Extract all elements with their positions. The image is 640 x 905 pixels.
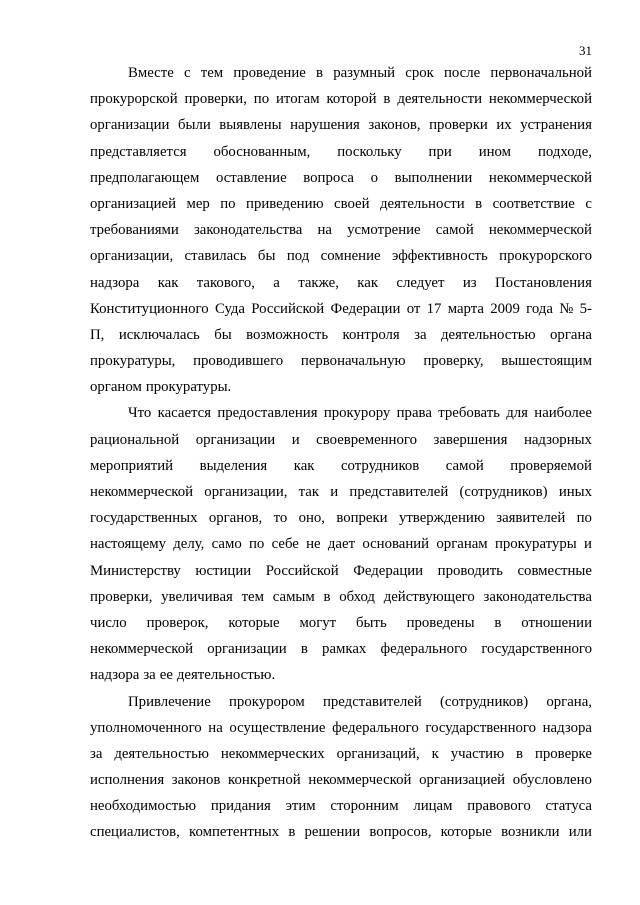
word: придания — [210, 798, 271, 815]
word: некоммерческой — [308, 772, 412, 789]
word: прокурором — [229, 693, 305, 710]
word: мероприятий — [90, 457, 174, 474]
word: исключалась — [118, 326, 200, 343]
word: прокурорской — [90, 91, 178, 108]
word: заявителей — [496, 510, 566, 527]
word: их — [496, 117, 512, 134]
word: обусловлено — [512, 772, 592, 789]
page-number: 31 — [579, 43, 592, 58]
word: были — [177, 117, 211, 134]
word: статуса — [545, 798, 592, 815]
word: возможность — [246, 326, 329, 343]
word: на — [317, 222, 332, 239]
word: деятельности — [397, 91, 483, 108]
word: некоммерческих — [220, 745, 325, 762]
word: контроля — [342, 326, 400, 343]
word: иных — [558, 484, 592, 500]
word: бы — [257, 248, 276, 265]
word: организации — [207, 641, 287, 658]
word: органа — [550, 326, 592, 343]
word: тем — [200, 65, 224, 81]
text-line — [90, 584, 592, 610]
word: организацией — [419, 772, 506, 789]
word: прокуратуры — [494, 536, 577, 553]
word: организации — [90, 117, 170, 134]
word: законодательства — [483, 588, 592, 605]
word: и — [583, 536, 592, 553]
text-line — [90, 479, 592, 505]
word: оставление — [215, 169, 287, 186]
text-line — [90, 689, 592, 715]
word: устранения — [520, 117, 592, 134]
paragraph — [90, 60, 592, 400]
text-line — [90, 270, 592, 296]
word: деятельностью — [441, 326, 536, 343]
text-line — [90, 322, 592, 348]
word: мер — [186, 195, 210, 212]
word: проводить — [437, 562, 503, 579]
text-line — [90, 610, 592, 636]
word: органов, — [208, 510, 263, 527]
text-line — [90, 86, 592, 112]
text-line — [90, 243, 592, 269]
word: действующего — [383, 588, 475, 605]
word: по — [220, 195, 236, 212]
word: вопреки — [336, 510, 388, 527]
word: о — [370, 169, 378, 186]
word: 17 — [426, 300, 442, 317]
word: деятельностью. — [176, 667, 276, 684]
word: проводившего — [193, 353, 284, 370]
word: проведение — [233, 65, 306, 81]
word: предоставления — [217, 405, 318, 422]
word: в — [516, 745, 524, 762]
word: в — [300, 641, 308, 658]
word: вышестоящим — [501, 353, 592, 370]
word: требованиями — [90, 222, 179, 239]
word: надзора — [90, 667, 140, 684]
word: первоначальную — [300, 353, 406, 370]
word: федерального — [332, 719, 419, 736]
word: число — [90, 614, 127, 631]
word: как — [157, 274, 179, 291]
word: за — [90, 745, 103, 762]
word: компетентных — [189, 824, 280, 841]
word: проверки, — [184, 91, 247, 108]
word: первоначальной — [490, 65, 592, 81]
word: при — [428, 143, 452, 160]
word: представителей — [349, 484, 449, 500]
word: Российской — [251, 300, 325, 317]
word: следует — [396, 274, 445, 291]
word: разумный — [333, 65, 396, 81]
word: 2009 — [490, 300, 520, 317]
word: государственных — [90, 510, 198, 527]
word: совместные — [517, 562, 592, 579]
word: так — [298, 484, 320, 500]
word: проверок, — [146, 614, 209, 631]
word: по — [249, 536, 265, 553]
word: как — [357, 274, 379, 291]
word: ставилась — [184, 248, 247, 265]
text-line — [90, 374, 592, 400]
word: участию — [450, 745, 505, 762]
word: которые — [440, 824, 492, 841]
text-line — [90, 793, 592, 819]
word: некоммерческой — [90, 484, 194, 500]
word: законов — [171, 772, 221, 789]
word: сторонним — [330, 798, 399, 815]
text-line — [90, 558, 592, 584]
word: оно, — [298, 510, 325, 527]
word: в — [475, 195, 483, 212]
word: по — [253, 91, 270, 108]
text-line — [90, 741, 592, 767]
word: вопросов, — [369, 824, 432, 841]
word: требовать — [438, 405, 500, 422]
word: деятельностью — [114, 745, 209, 762]
text-line — [90, 427, 592, 453]
word: тем — [241, 588, 264, 605]
word: касается — [157, 405, 212, 422]
word: конкретной — [228, 772, 301, 789]
word: для — [506, 405, 528, 422]
word: законов, — [368, 117, 421, 134]
word: прокуратуры, — [90, 353, 176, 370]
word: проверяемой — [510, 457, 592, 474]
text-line — [90, 296, 592, 322]
word: самой — [435, 222, 474, 239]
word: наиболее — [534, 405, 592, 422]
word: само — [211, 536, 242, 553]
word: некоммерческой — [90, 641, 194, 658]
word: проверки — [429, 117, 488, 134]
word: итогам — [276, 91, 320, 108]
text-line — [90, 217, 592, 243]
word: организации — [195, 431, 276, 448]
text-line — [90, 505, 592, 531]
word: вопроса — [303, 169, 354, 186]
word: года — [526, 300, 553, 317]
word: Федерации — [330, 300, 401, 317]
word: себе — [271, 536, 299, 553]
word: Федерации — [353, 562, 424, 579]
word: деятельности — [379, 195, 465, 212]
word: и — [330, 484, 339, 500]
word: представляется — [90, 143, 187, 160]
word: надзора — [542, 719, 592, 736]
text-line — [90, 191, 592, 217]
text-line — [90, 636, 592, 662]
word: за — [143, 667, 156, 684]
word: выявлены — [219, 117, 282, 134]
word: федерального — [380, 641, 468, 658]
word: уполномоченного — [90, 719, 202, 736]
word: самым — [272, 588, 315, 605]
word: некоммерческой — [488, 91, 592, 108]
word: от — [406, 300, 421, 317]
word: 5- — [579, 300, 592, 317]
word: с — [585, 195, 592, 212]
text-line — [90, 531, 592, 557]
document-body — [90, 60, 592, 846]
word: после — [444, 65, 481, 81]
word: и — [291, 431, 300, 448]
word: рамках — [322, 641, 367, 658]
word: за — [414, 326, 427, 343]
word: представителей — [322, 693, 422, 710]
word: поскольку — [337, 143, 402, 160]
word: сомнение — [320, 248, 381, 265]
word: осуществление — [229, 719, 326, 736]
word: прокурорского — [499, 248, 592, 265]
word: в — [316, 65, 324, 81]
word: организации, — [204, 484, 288, 500]
word: по — [576, 510, 592, 527]
word: Привлечение — [128, 693, 211, 710]
word: органам — [436, 536, 488, 553]
word: отношении — [521, 614, 592, 631]
text-line — [90, 662, 592, 688]
word: настоящему — [90, 536, 166, 553]
word: к — [431, 745, 439, 762]
word: из — [462, 274, 477, 291]
word: решении — [304, 824, 361, 841]
word: организации, — [90, 248, 174, 265]
word: рациональной — [90, 431, 180, 448]
word: прокуратуры. — [145, 379, 232, 396]
word: как — [293, 457, 315, 474]
word: ином — [478, 143, 512, 160]
word: с — [183, 65, 191, 81]
word: возникли — [501, 824, 560, 841]
word: выделения — [199, 457, 268, 474]
word: необходимостью — [90, 798, 197, 815]
word: могут — [299, 614, 337, 631]
word: № — [559, 300, 574, 317]
word: делу, — [173, 536, 205, 553]
word: государственного — [425, 719, 537, 736]
text-line — [90, 819, 592, 845]
paragraph — [90, 400, 592, 688]
word: государственного — [481, 641, 592, 658]
word: оснований — [362, 536, 430, 553]
word: организаций, — [336, 745, 420, 762]
word: утверждению — [398, 510, 485, 527]
word: обход — [339, 588, 375, 605]
word: юстиции — [195, 562, 252, 579]
word: бы — [214, 326, 232, 343]
text-line — [90, 767, 592, 793]
word: надзора — [90, 274, 140, 291]
word: сотрудников — [340, 457, 420, 474]
word: Постановления — [494, 274, 592, 291]
word: усмотрение — [347, 222, 421, 239]
text-line — [90, 400, 592, 426]
word: в — [288, 824, 296, 841]
word: (сотрудников) — [459, 484, 548, 500]
text-line — [90, 60, 592, 86]
text-line — [90, 165, 592, 191]
word: марта — [447, 300, 484, 317]
word: выполнении — [394, 169, 473, 186]
word: Вместе — [128, 65, 174, 81]
word: такового, — [196, 274, 255, 291]
word: соответствие — [492, 195, 575, 212]
word: проверке — [534, 745, 592, 762]
word: завершения — [433, 431, 508, 448]
word: срок — [405, 65, 434, 81]
word: надзорных — [523, 431, 592, 448]
word: которые — [228, 614, 280, 631]
word: Что — [128, 405, 152, 422]
word: ее — [159, 667, 173, 684]
text-line — [90, 112, 592, 138]
word: этим — [285, 798, 316, 815]
text-line — [90, 453, 592, 479]
word: Конституционного — [90, 300, 209, 317]
word: не — [306, 536, 321, 553]
word: также, — [298, 274, 339, 291]
word: проверку, — [423, 353, 484, 370]
word: органом — [90, 379, 142, 396]
word: прокурору — [323, 405, 391, 422]
word: под — [286, 248, 310, 265]
word: некоммерческой — [488, 169, 592, 186]
word: предполагающем — [90, 169, 200, 186]
word: на — [208, 719, 223, 736]
word: законодательства — [193, 222, 303, 239]
word: или — [568, 824, 592, 841]
paragraph — [90, 689, 592, 846]
word: дает — [327, 536, 356, 553]
word: проведены — [406, 614, 475, 631]
word: организацией — [90, 195, 177, 212]
word: обоснованным, — [213, 143, 311, 160]
word: увеличивая — [161, 588, 233, 605]
word: в — [383, 91, 391, 108]
word: приведению — [246, 195, 324, 212]
word: которой — [326, 91, 377, 108]
text-line — [90, 139, 592, 165]
word: органа, — [546, 693, 592, 710]
word: П, — [90, 326, 105, 343]
word: своей — [334, 195, 370, 212]
word: быть — [356, 614, 387, 631]
word: лицам — [413, 798, 453, 815]
word: права — [396, 405, 432, 422]
word: (сотрудников) — [440, 693, 529, 710]
word: некоммерческой — [488, 222, 592, 239]
text-line — [90, 715, 592, 741]
word: правового — [467, 798, 531, 815]
word: то — [273, 510, 288, 527]
word: самой — [445, 457, 484, 474]
word: своевременного — [316, 431, 417, 448]
word: специалистов, — [90, 824, 180, 841]
word: Российской — [265, 562, 339, 579]
word: эффективность — [392, 248, 488, 265]
word: а — [273, 274, 280, 291]
word: исполнения — [90, 772, 165, 789]
word: нарушения — [290, 117, 360, 134]
word: в — [494, 614, 502, 631]
word: Министерству — [90, 562, 181, 579]
word: подходе, — [537, 143, 592, 160]
text-line — [90, 348, 592, 374]
word: в — [323, 588, 331, 605]
word: Суда — [214, 300, 246, 317]
word: проверки, — [90, 588, 153, 605]
